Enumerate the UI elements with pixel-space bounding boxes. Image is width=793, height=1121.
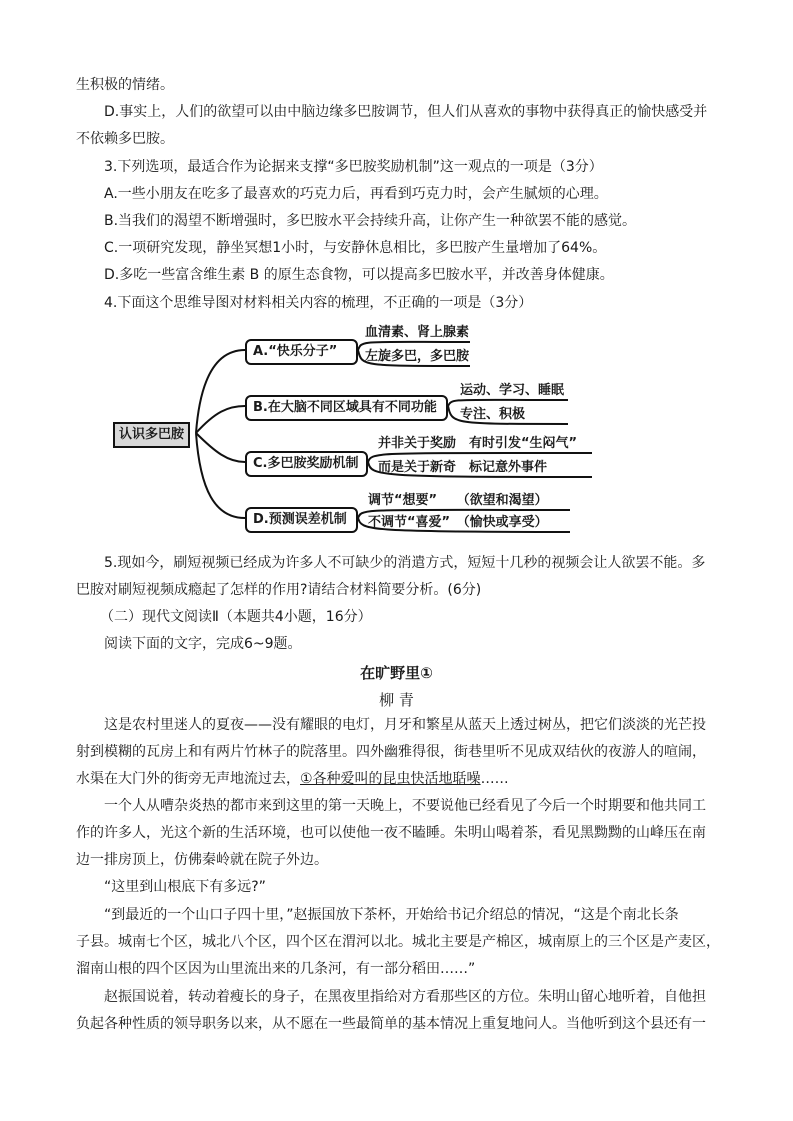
- story-line: 溜南山根的四个区因为山里流出来的几条河，有一部分稻田……”: [76, 961, 476, 977]
- mind-map-leaf: 而是关于新奇 标记意外事件: [378, 460, 548, 475]
- story-line: 子县。城南七个区，城北八个区，四个区在渭河以北。城北主要是产棉区，城南原上的三个区是产麦区，: [76, 934, 720, 950]
- story-line: 边一排房顶上，仿佛秦岭就在院子外边。: [76, 852, 328, 868]
- story-line: 负起各种性质的领导职务以来，从不愿在一些最简单的基本情况上重复地问人。当他听到这个县还有一: [76, 1016, 706, 1032]
- text-line: 生积极的情绪。: [76, 77, 174, 93]
- story-title: 在旷野里①: [360, 664, 433, 682]
- story-line: [76, 770, 509, 788]
- story-author: 柳 青: [379, 691, 414, 709]
- question-3: 3.下列选项，最适合作为论据来支撑“多巴胺奖励机制”这一观点的一项是（3分）: [104, 159, 603, 175]
- story-line: 作的许多人，光这个新的生活环境，也可以使他一夜不瞌睡。朱明山喝着茶，看见黑黝黝的山峰压在南: [76, 825, 706, 841]
- story-line: 这是农村里迷人的夏夜——没有耀眼的电灯，月牙和繁星从蓝天上透过树丛，把它们淡淡的光芒投: [104, 717, 706, 733]
- story-line: 一个人从嘈杂炎热的都市来到这里的第一天晚上，不要说他已经看见了今后一个时期要和他共同工: [104, 798, 706, 814]
- text-line: 巴胺对刷短视频成瘾起了怎样的作用?请结合材料简要分析。(6分): [76, 582, 482, 598]
- underlined-sentence: ①各种爱叫的昆虫快活地聒噪: [300, 771, 481, 787]
- mind-map-leaf: 运动、学习、睡眠: [460, 383, 565, 398]
- mind-map-root: 认识多巴胺: [113, 422, 190, 448]
- mind-map-branch-d: D.预测误差机制: [245, 507, 358, 533]
- mind-map-leaf: 血清素、肾上腺素: [365, 325, 470, 340]
- story-text: ……: [480, 771, 509, 787]
- story-line: “到最近的一个山口子四十里，”赵振国放下茶杯，开始给书记介绍总的情况，“这是个南北长条: [104, 907, 679, 923]
- mind-map-leaf: 并非关于奖励 有时引发“生闷气”: [378, 436, 578, 451]
- option-b: B.当我们的渴望不断增强时，多巴胺水平会持续升高，让你产生一种欲罢不能的感觉。: [104, 213, 637, 229]
- instruction: 阅读下面的文字，完成6~9题。: [104, 636, 302, 652]
- mind-map-leaf: 不调节“喜爱” （愉快或享受）: [368, 515, 548, 530]
- mind-map-branch-c: C.多巴胺奖励机制: [245, 451, 368, 477]
- option-c: C.一项研究发现，静坐冥想1小时，与安静休息相比，多巴胺产生量增加了64%。: [104, 240, 607, 256]
- story-line: 射到模糊的瓦房上和有两片竹林子的院落里。四外幽雅得很，街巷里听不见成双结伙的夜游人的喧闹，: [76, 744, 706, 760]
- text-line: 不依赖多巴胺。: [76, 131, 174, 147]
- mind-map-branch-a: A.“快乐分子”: [245, 339, 358, 365]
- question-4: 4.下面这个思维导图对材料相关内容的梳理，不正确的一项是（3分）: [104, 295, 533, 311]
- mind-map-branch-b: B.在大脑不同区域具有不同功能: [245, 395, 448, 421]
- question-5: 5.现如今，刷短视频已经成为许多人不可缺少的消遣方式，短短十几秒的视频会让人欲罢不能。多: [104, 555, 706, 571]
- story-text: 水渠在大门外的街旁无声地流过去，: [76, 771, 300, 787]
- option-a: A.一些小朋友在吃多了最喜欢的巧克力后，再看到巧克力时，会产生腻烦的心理。: [104, 186, 608, 202]
- option-d: D.多吃一些富含维生素 B 的原生态食物，可以提高多巴胺水平，并改善身体健康。: [104, 267, 614, 283]
- option-d-line: D.事实上，人们的欲望可以由中脑边缘多巴胺调节，但人们从喜欢的事物中获得真正的愉快感受并: [104, 104, 708, 120]
- mind-map-leaf: 左旋多巴，多巴胺: [365, 349, 470, 364]
- section-heading: （二）现代文阅读Ⅱ（本题共4小题，16分）: [100, 609, 372, 625]
- mind-map-leaf: 专注、积极: [460, 407, 526, 422]
- mind-map-leaf: 调节“想要” （欲望和渴望）: [368, 493, 548, 508]
- story-line: 赵振国说着，转动着瘦长的身子，在黑夜里指给对方看那些区的方位。朱明山留心地听着，自他担: [104, 989, 706, 1005]
- story-line: “这里到山根底下有多远?”: [104, 879, 266, 895]
